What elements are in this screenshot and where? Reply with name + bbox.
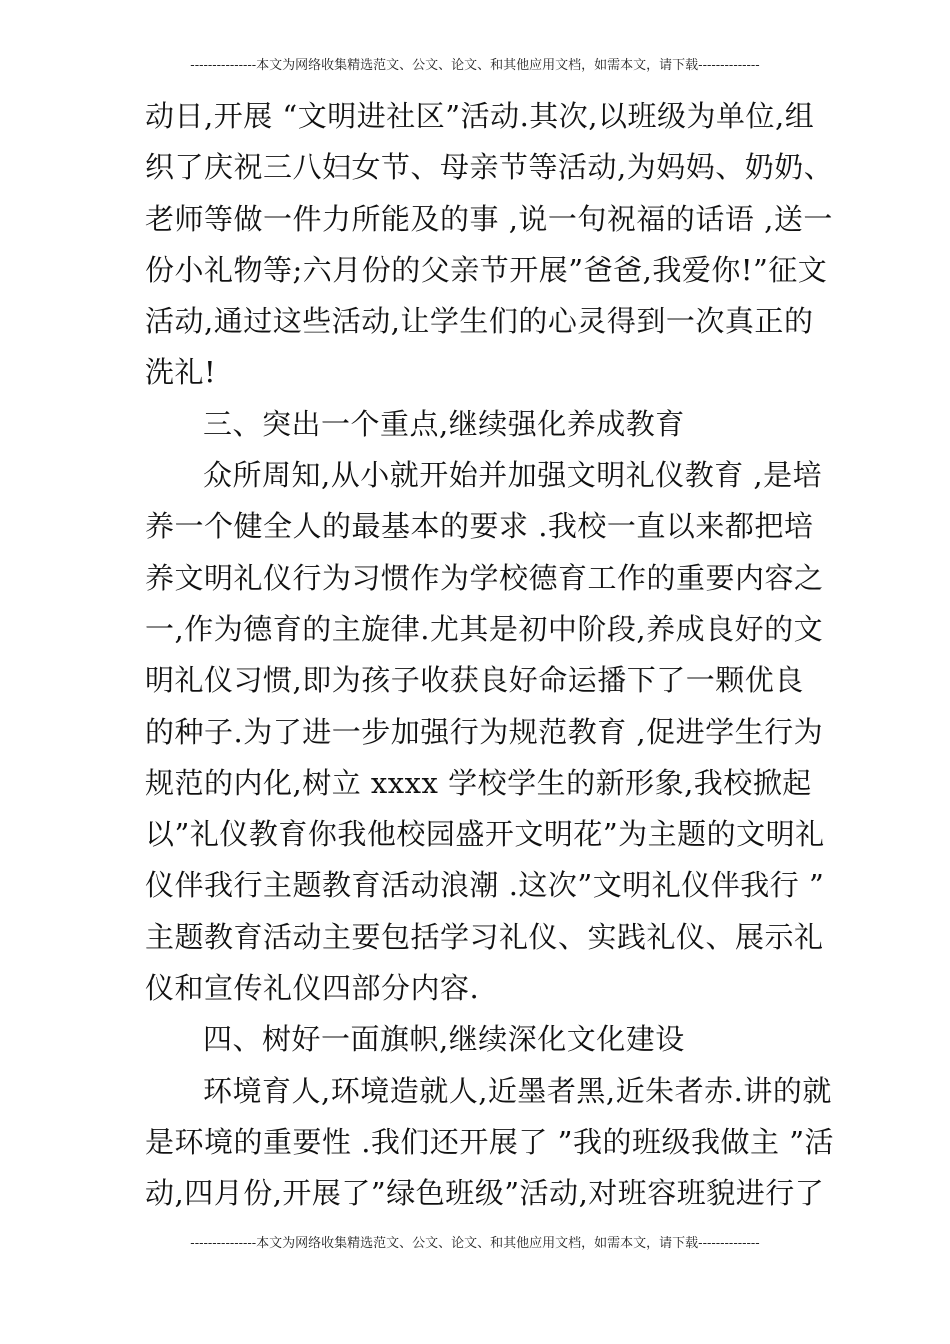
text-line: 以”礼仪教育你我他校园盛开文明花”为主题的文明礼 <box>145 817 825 852</box>
text-line: 仪伴我行主题教育活动浪潮 .这次”文明礼仪伴我行 ” <box>145 868 825 903</box>
text-line: 养一个健全人的最基本的要求 .我校一直以来都把培 <box>145 509 814 544</box>
text-line: 动日,开展 “文明进社区”活动.其次,以班级为单位,组 <box>145 99 815 133</box>
text-line: 规范的内化,树立 xxxx 学校学生的新形象,我校掀起 <box>145 765 812 800</box>
text-line: 老师等做一件力所能及的事 ,说一句祝福的话语 ,送一 <box>145 201 833 236</box>
text-line: 主题教育活动主要包括学习礼仪、实践礼仪、展示礼 <box>145 919 824 954</box>
text-line: 仪和宣传礼仪四部分内容. <box>145 971 480 1006</box>
header-banner: ---------------本文为网络收集精选范文、公文、论文、和其他应用文档，如需本文，请下载-------------- <box>190 58 760 73</box>
text-line: 是环境的重要性 .我们还开展了 ”我的班级我做主 ”活 <box>145 1124 835 1159</box>
text-line: 的种子.为了进一步加强行为规范教育 ,促进学生行为 <box>145 714 824 749</box>
text-line: 洗礼! <box>145 355 217 390</box>
text-line: 动,四月份,开展了”绿色班级”活动,对班容班貌进行了 <box>145 1176 825 1211</box>
text-line: 织了庆祝三八妇女节、母亲节等活动,为妈妈、奶奶、 <box>145 150 834 185</box>
section-heading-3: 三、突出一个重点,继续强化养成教育 <box>203 406 685 441</box>
paragraph-start: 环境育人,环境造就人,近墨者黑,近朱者赤.讲的就 <box>203 1073 832 1108</box>
text-line: 活动,通过这些活动,让学生们的心灵得到一次真正的 <box>145 304 814 339</box>
document-body <box>145 91 835 1220</box>
text-line: 份小礼物等;六月份的父亲节开展”爸爸,我爱你!”征文 <box>145 252 828 287</box>
section-heading-4: 四、树好一面旗帜,继续深化文化建设 <box>203 1022 685 1057</box>
text-line: 一,作为德育的主旋律.尤其是初中阶段,养成良好的文 <box>145 611 824 646</box>
paragraph-start: 众所周知,从小就开始并加强文明礼仪教育 ,是培 <box>203 458 823 493</box>
text-line: 养文明礼仪行为习惯作为学校德育工作的重要内容之 <box>145 560 824 595</box>
footer-banner: ---------------本文为网络收集精选范文、公文、论文、和其他应用文档，如需本文，请下载-------------- <box>190 1236 760 1251</box>
text-line: 明礼仪习惯,即为孩子收获良好命运播下了一颗优良 <box>145 663 804 698</box>
